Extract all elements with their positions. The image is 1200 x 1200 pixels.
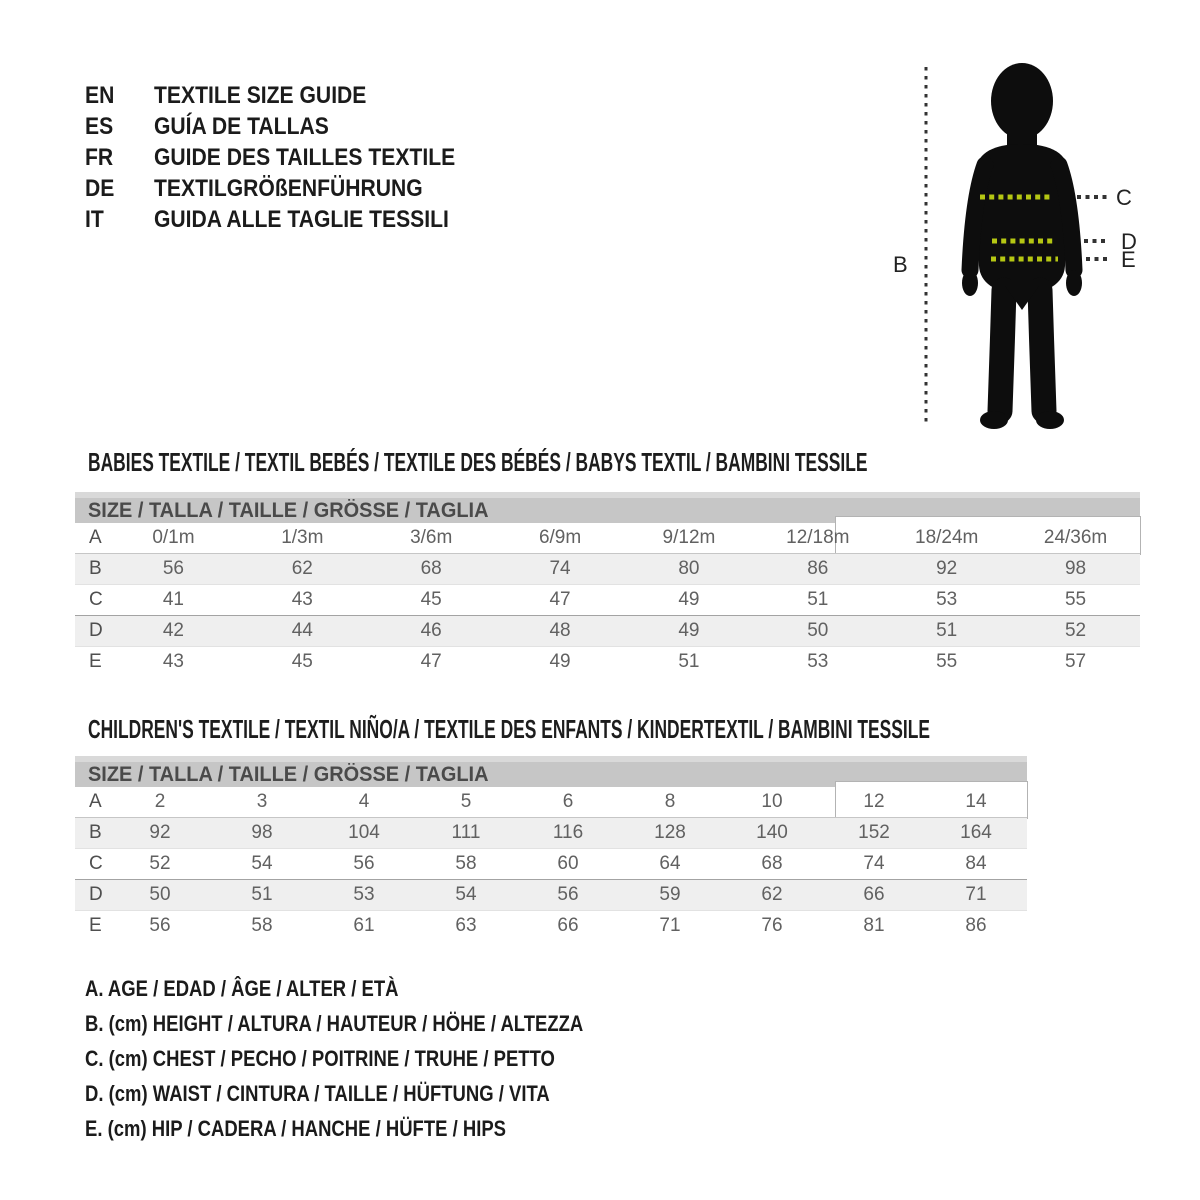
row-label: C [89, 589, 103, 610]
language-list [85, 80, 496, 235]
size-value: 84 [965, 853, 987, 874]
table-row [75, 787, 1027, 818]
size-value: 62 [761, 884, 783, 905]
legend-text: A. AGE / EDAD / ÂGE / ALTER / ETÀ [85, 976, 399, 1001]
size-value: 80 [678, 558, 700, 579]
legend-line-hip [85, 1111, 678, 1146]
babies-section-title [88, 449, 1200, 475]
size-value: 56 [149, 915, 171, 936]
size-value: 4 [358, 791, 370, 812]
row-label: B [89, 558, 102, 579]
legend-text: C. (cm) CHEST / PECHO / POITRINE / TRUHE / PETTO [85, 1046, 555, 1071]
size-value: 62 [291, 558, 313, 579]
language-code: EN [85, 82, 115, 109]
size-value: 3 [256, 791, 268, 812]
silhouette-left-leg [1000, 290, 1004, 411]
size-value: 56 [162, 558, 184, 579]
legend-text: E. (cm) HIP / CADERA / HANCHE / HÜFTE / HIPS [85, 1116, 506, 1141]
size-value: 43 [291, 589, 313, 610]
row-label: E [89, 915, 102, 936]
size-header-text: SIZE / TALLA / TAILLE / GRÖSSE / TAGLIA [88, 763, 489, 786]
hip-label: E [1121, 247, 1136, 272]
size-value: 54 [455, 884, 477, 905]
size-value: 52 [1064, 620, 1087, 641]
table-row [75, 818, 1027, 849]
size-value: 76 [761, 915, 783, 936]
size-value: 50 [149, 884, 171, 905]
size-value: 68 [761, 853, 783, 874]
row-label: E [89, 651, 102, 672]
size-value: 164 [960, 822, 992, 843]
size-value: 6 [562, 791, 574, 812]
table-rows [75, 787, 1027, 942]
size-value: 18/24m [915, 527, 979, 548]
child-measurement-figure [888, 48, 1140, 438]
size-value: 53 [353, 884, 375, 905]
size-value: 45 [291, 651, 313, 672]
size-value: 47 [420, 651, 442, 672]
size-value: 61 [353, 915, 375, 936]
table-row [75, 523, 1140, 554]
size-value: 104 [348, 822, 380, 843]
size-value: 53 [936, 589, 958, 610]
row-label: D [89, 620, 103, 641]
children-size-table [75, 756, 1027, 942]
size-value: 71 [965, 884, 987, 905]
size-value: 51 [936, 620, 958, 641]
silhouette-right-hand [1066, 270, 1082, 296]
height-label: B [893, 252, 908, 277]
language-title: GUIDE DES TAILLES TEXTILE [154, 144, 456, 171]
size-value: 56 [557, 884, 579, 905]
size-value: 12 [863, 791, 885, 812]
language-title: GUÍA DE TALLAS [154, 113, 329, 140]
size-value: 51 [807, 589, 829, 610]
size-header-text: SIZE / TALLA / TAILLE / GRÖSSE / TAGLIA [88, 499, 489, 522]
size-value: 92 [936, 558, 958, 579]
size-value: 50 [807, 620, 829, 641]
row-label: B [89, 822, 102, 843]
size-value: 74 [863, 853, 885, 874]
size-value: 10 [761, 791, 783, 812]
size-value: 152 [858, 822, 890, 843]
size-value: 2 [154, 791, 166, 812]
child-silhouette [962, 63, 1082, 429]
size-value: 12/18m [786, 527, 850, 548]
language-code: FR [85, 144, 114, 171]
size-value: 49 [549, 651, 571, 672]
size-value: 86 [807, 558, 829, 579]
size-value: 14 [965, 791, 987, 812]
legend-line-waist [85, 1076, 678, 1111]
table-row [75, 585, 1140, 616]
size-value: 0/1m [152, 527, 195, 548]
language-title: TEXTILGRÖßENFÜHRUNG [154, 175, 423, 202]
size-value: 71 [659, 915, 681, 936]
measurement-legend [85, 971, 678, 1146]
size-value: 41 [162, 589, 184, 610]
language-row [85, 173, 496, 204]
children-section-title-text: CHILDREN'S TEXTILE / TEXTIL NIÑO/A / TEXTILE DES ENFANTS / KINDERTEXTIL / BAMBINI TESSILE [88, 714, 930, 744]
language-code: DE [85, 175, 115, 202]
children-section-title [88, 716, 1200, 742]
chest-label: C [1116, 185, 1132, 210]
size-value: 47 [549, 589, 571, 610]
language-row [85, 111, 496, 142]
size-value: 53 [807, 651, 829, 672]
size-value: 49 [678, 620, 700, 641]
table-row [75, 911, 1027, 942]
size-value: 54 [251, 853, 273, 874]
size-value: 1/3m [281, 527, 324, 548]
size-value: 42 [162, 620, 184, 641]
size-value: 3/6m [410, 527, 453, 548]
legend-line-height [85, 1006, 678, 1041]
size-value: 8 [664, 791, 676, 812]
size-value: 49 [678, 589, 700, 610]
size-value: 58 [251, 915, 273, 936]
waist-label: D [1121, 229, 1137, 254]
silhouette-head [991, 63, 1053, 139]
size-value: 60 [557, 853, 579, 874]
legend-text: D. (cm) WAIST / CINTURA / TAILLE / HÜFTUNG / VITA [85, 1081, 550, 1106]
size-value: 43 [162, 651, 184, 672]
row-label: A [89, 527, 102, 548]
size-value: 51 [251, 884, 273, 905]
silhouette-left-foot [980, 411, 1008, 429]
size-value: 66 [863, 884, 885, 905]
size-value: 58 [455, 853, 477, 874]
size-value: 55 [936, 651, 958, 672]
table-row [75, 647, 1140, 678]
row-label: D [89, 884, 103, 905]
size-value: 128 [654, 822, 686, 843]
size-value: 59 [659, 884, 681, 905]
size-value: 6/9m [538, 527, 582, 548]
silhouette-left-hand [962, 270, 978, 296]
row-label: A [89, 791, 102, 812]
language-row [85, 80, 496, 111]
language-title: GUIDA ALLE TAGLIE TESSILI [154, 206, 449, 233]
table-row [75, 880, 1027, 911]
silhouette-right-leg [1040, 290, 1044, 411]
size-value: 66 [557, 915, 579, 936]
size-value: 57 [1064, 651, 1087, 672]
table-rows [75, 523, 1140, 678]
size-value: 46 [420, 620, 442, 641]
size-value: 56 [353, 853, 375, 874]
size-value: 74 [549, 558, 571, 579]
size-value: 24/36m [1043, 527, 1108, 548]
babies-section-title-text: BABIES TEXTILE / TEXTIL BEBÉS / TEXTILE DES BÉBÉS / BABYS TEXTIL / BAMBINI TESSILE [88, 447, 868, 477]
size-value: 52 [149, 853, 171, 874]
size-value: 92 [149, 822, 171, 843]
size-value: 116 [552, 822, 584, 843]
size-value: 98 [1064, 558, 1087, 579]
table-row [75, 616, 1140, 647]
size-value: 51 [678, 651, 700, 672]
language-title: TEXTILE SIZE GUIDE [154, 82, 367, 109]
legend-text: B. (cm) HEIGHT / ALTURA / HAUTEUR / HÖHE / ALTEZZA [85, 1011, 584, 1036]
size-value: 48 [549, 620, 571, 641]
legend-line-chest [85, 1041, 678, 1076]
row-label: C [89, 853, 103, 874]
size-value: 98 [251, 822, 273, 843]
size-value: 86 [965, 915, 987, 936]
size-value: 63 [455, 915, 477, 936]
size-value: 111 [451, 822, 481, 843]
size-value: 55 [1064, 589, 1087, 610]
table-row [75, 849, 1027, 880]
babies-size-table [75, 492, 1140, 678]
size-value: 81 [863, 915, 885, 936]
language-code: ES [85, 113, 114, 140]
language-row [85, 204, 496, 235]
language-code: IT [85, 206, 104, 233]
size-value: 9/12m [662, 527, 716, 548]
size-value: 140 [756, 822, 788, 843]
size-value: 64 [659, 853, 681, 874]
table-row [75, 554, 1140, 585]
size-value: 5 [460, 791, 472, 812]
silhouette-right-foot [1036, 411, 1064, 429]
legend-line-age [85, 971, 678, 1006]
size-value: 45 [420, 589, 442, 610]
size-value: 44 [291, 620, 313, 641]
language-row [85, 142, 496, 173]
size-value: 68 [420, 558, 442, 579]
